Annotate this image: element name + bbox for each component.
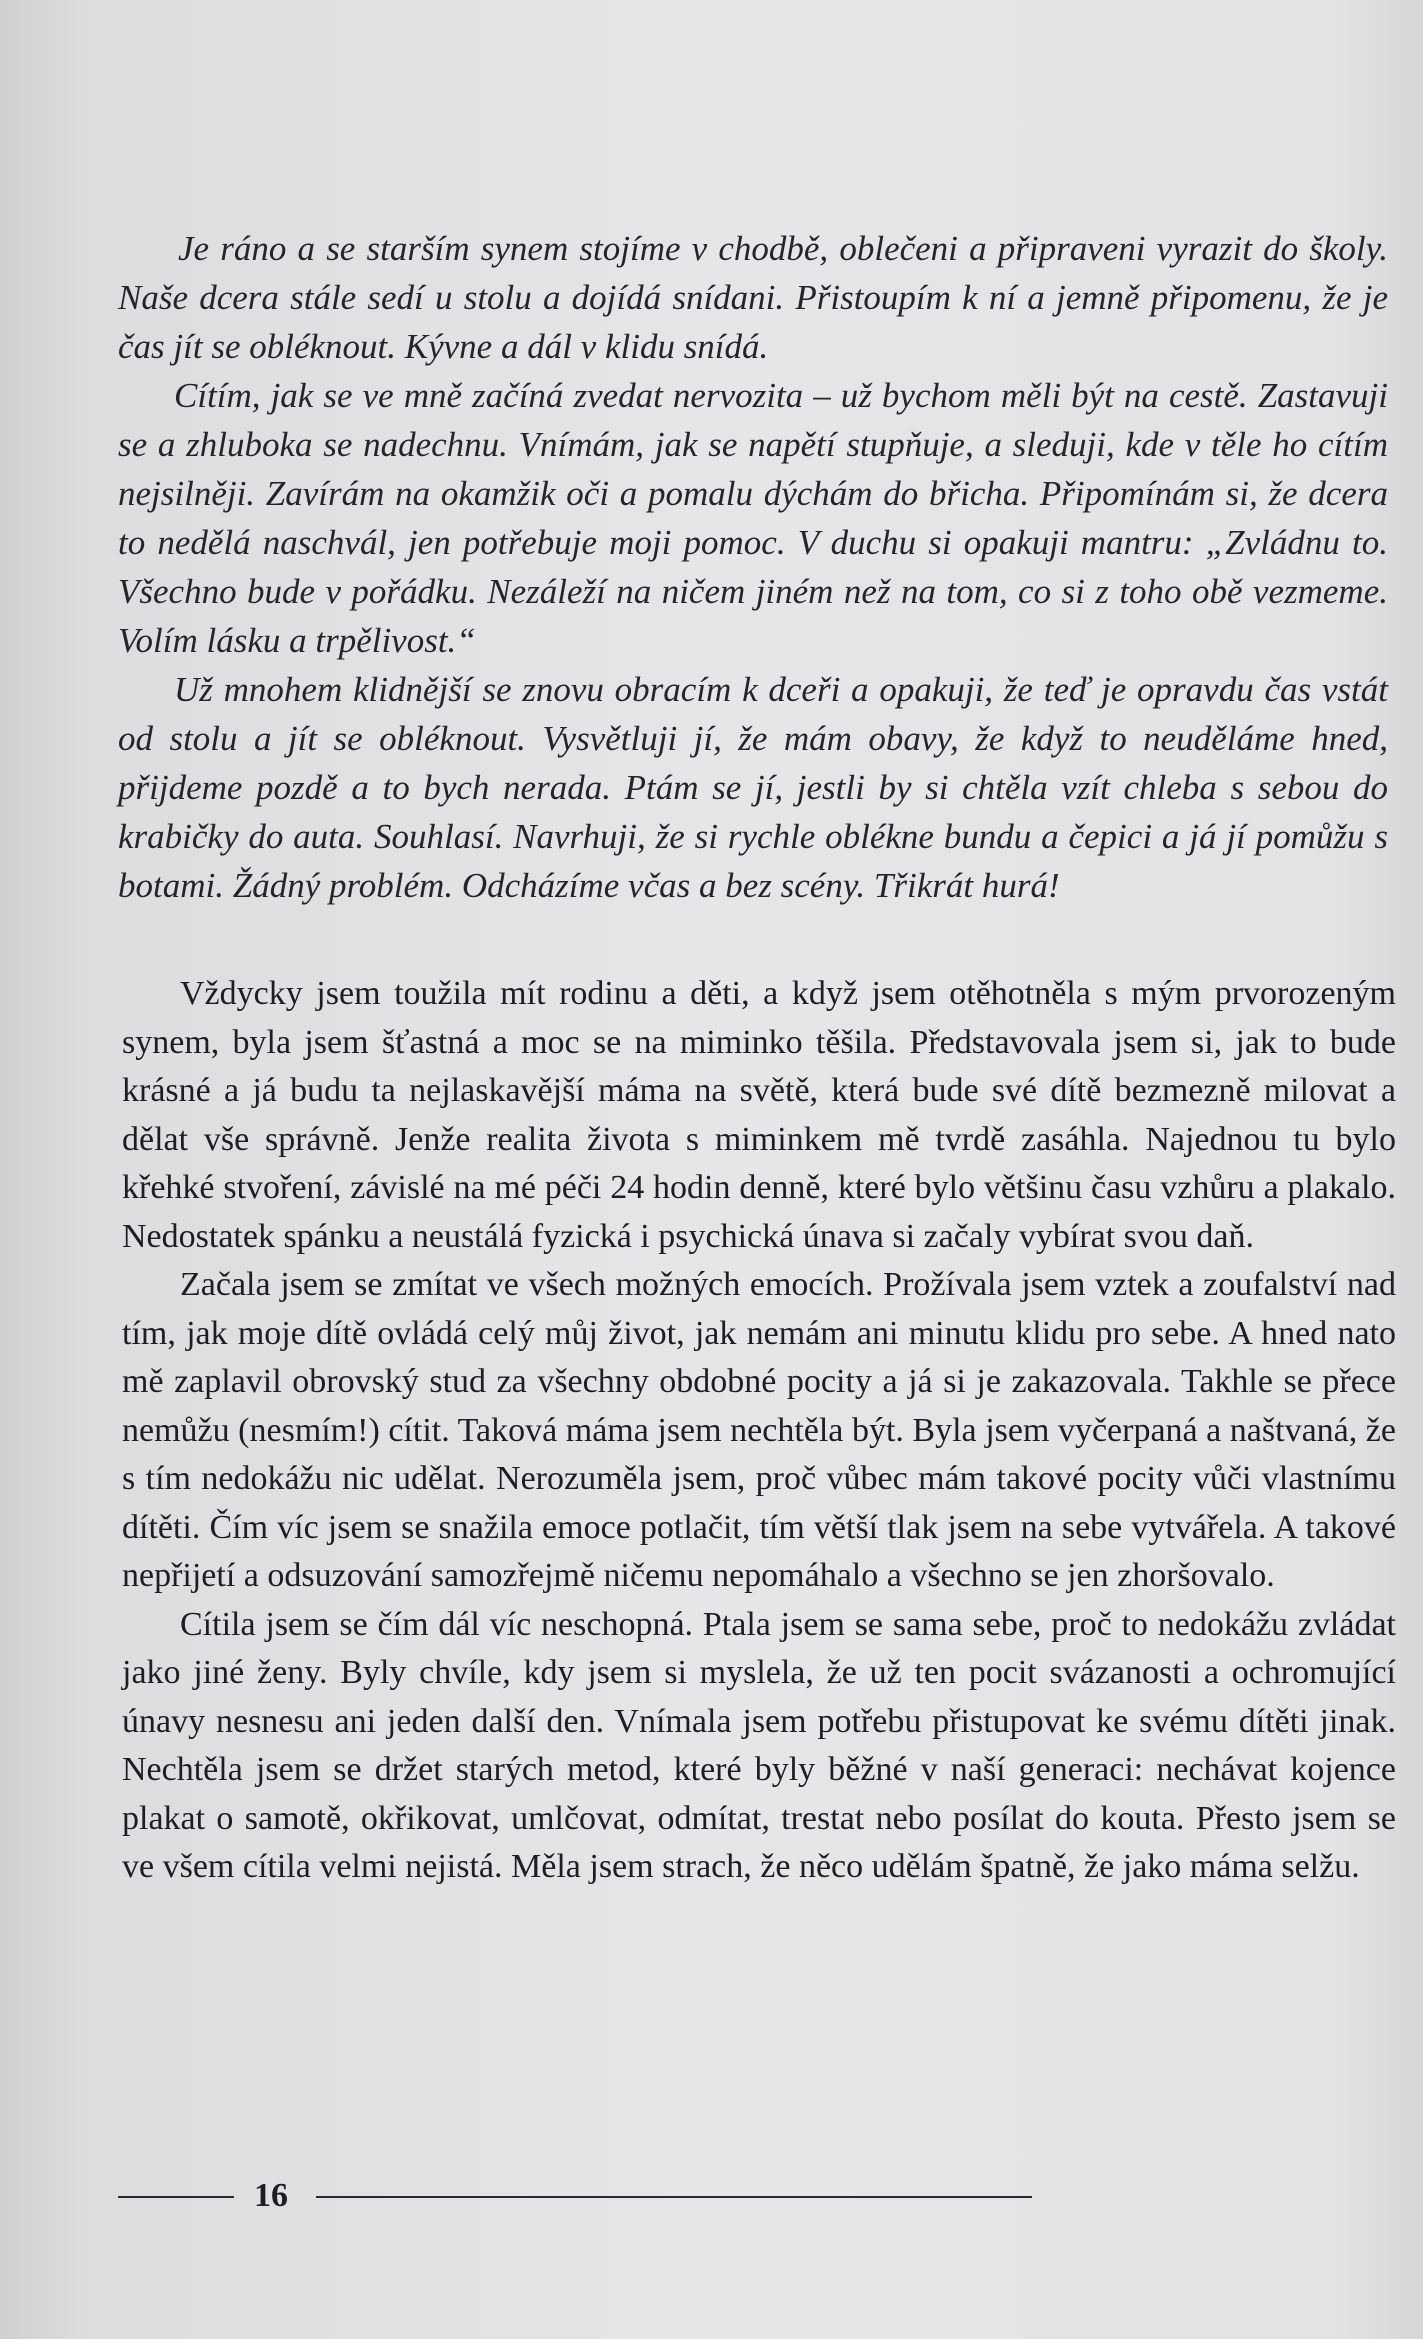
footer-rule-left: [118, 2196, 234, 2198]
body-text-section: [122, 970, 1396, 1892]
italic-paragraph-3: Už mnohem klidnější se znovu obracím k dceři a opakuji, že teď je opravdu čas vstát od stolu a jít se obléknout. Vysvětluji jí, že mám obavy, že když to neuděláme hned, přijdeme pozdě a to bych nerada. Ptám se jí, jestli by si chtěla vzít chleba s sebou do krabičky do auta. Souhlasí. Navrhuji, že si rychle oblékne bundu a čepici a já jí pomůžu s botami. Žádný problém. Odcházíme včas a bez scény. Třikrát hurá!: [118, 670, 1388, 905]
italic-paragraph-2: Cítím, jak se ve mně začíná zvedat nervozita – už bychom měli být na cestě. Zastavuji se a zhluboka se nadechnu. Vnímám, jak se napětí stupňuje, a sleduji, kde v těle ho cítím nejsilněji. Zavírám na okamžik oči a pomalu dýchám do břicha. Připomínám si, že dcera to nedělá naschvál, jen potřebuje moji pomoc. V duchu si opakuji mantru: „Zvládnu to. Všechno bude v pořádku. Nezáleží na ničem jiném než na tom, co si z toho obě vezmeme. Volím lásku a trpělivost.“: [118, 376, 1388, 660]
page-footer: [118, 2176, 918, 2216]
body-paragraph-3: Cítila jsem se čím dál víc neschopná. Ptala jsem se sama sebe, proč to nedokážu zvládat jako jiné ženy. Byly chvíle, kdy jsem si myslela, že už ten pocit svázanosti a ochromující únavy nesnesu ani jeden další den. Vnímala jsem potřebu přistupovat ke svému dítěti jinak. Nechtěla jsem se držet starých metod, které byly běžné v naší generaci: nechávat kojence plakat o samotě, okřikovat, umlčovat, odmítat, trestat nebo posílat do kouta. Přesto jsem se ve všem cítila velmi nejistá. Měla jsem strach, že něco udělám špatně, že jako máma selžu.: [122, 1605, 1396, 1885]
footer-rule-right: [316, 2196, 1032, 2198]
body-paragraph-1: Vždycky jsem toužila mít rodinu a děti, a když jsem otěhotněla s mým prvorozeným synem, byla jsem šťastná a moc se na miminko těšila. Představovala jsem si, jak to bude krásné a já budu ta nejlaskavější máma na světě, která bude své dítě bezmezně milovat a dělat vše správně. Jenže realita života s miminkem mě tvrdě zasáhla. Najednou tu bylo křehké stvoření, závislé na mé péči 24 hodin denně, které bylo většinu času vzhůru a plakalo. Nedostatek spánku a neustálá fyzická i psychická únava si začaly vybírat svou daň.: [122, 975, 1396, 1255]
page-number: 16: [254, 2177, 288, 2214]
italic-paragraph-1: Je ráno a se starším synem stojíme v chodbě, oblečeni a připraveni vyrazit do školy. Naše dcera stále sedí u stolu a dojídá snídani. Přistoupím k ní a jemně připomenu, že je čas jít se obléknout. Kývne a dál v klidu snídá.: [118, 229, 1388, 366]
italic-story-section: [118, 224, 1388, 910]
body-paragraph-2: Začala jsem se zmítat ve všech možných emocích. Prožívala jsem vztek a zoufalství nad tím, jak moje dítě ovládá celý můj život, jak nemám ani minutu klidu pro sebe. A hned nato mě zaplavil obrovský stud za všechny obdobné pocity a já si je zakazovala. Takhle se přece nemůžu (nesmím!) cítit. Taková máma jsem nechtěla být. Byla jsem vyčerpaná a naštvaná, že s tím nedokážu nic udělat. Nerozuměla jsem, proč vůbec mám takové pocity vůči vlastnímu dítěti. Čím víc jsem se snažila emoce potlačit, tím větší tlak jsem na sebe vytvářela. A takové nepřijetí a odsuzování samozřejmě ničemu nepomáhalo a všechno se jen zhoršovalo.: [122, 1266, 1396, 1594]
